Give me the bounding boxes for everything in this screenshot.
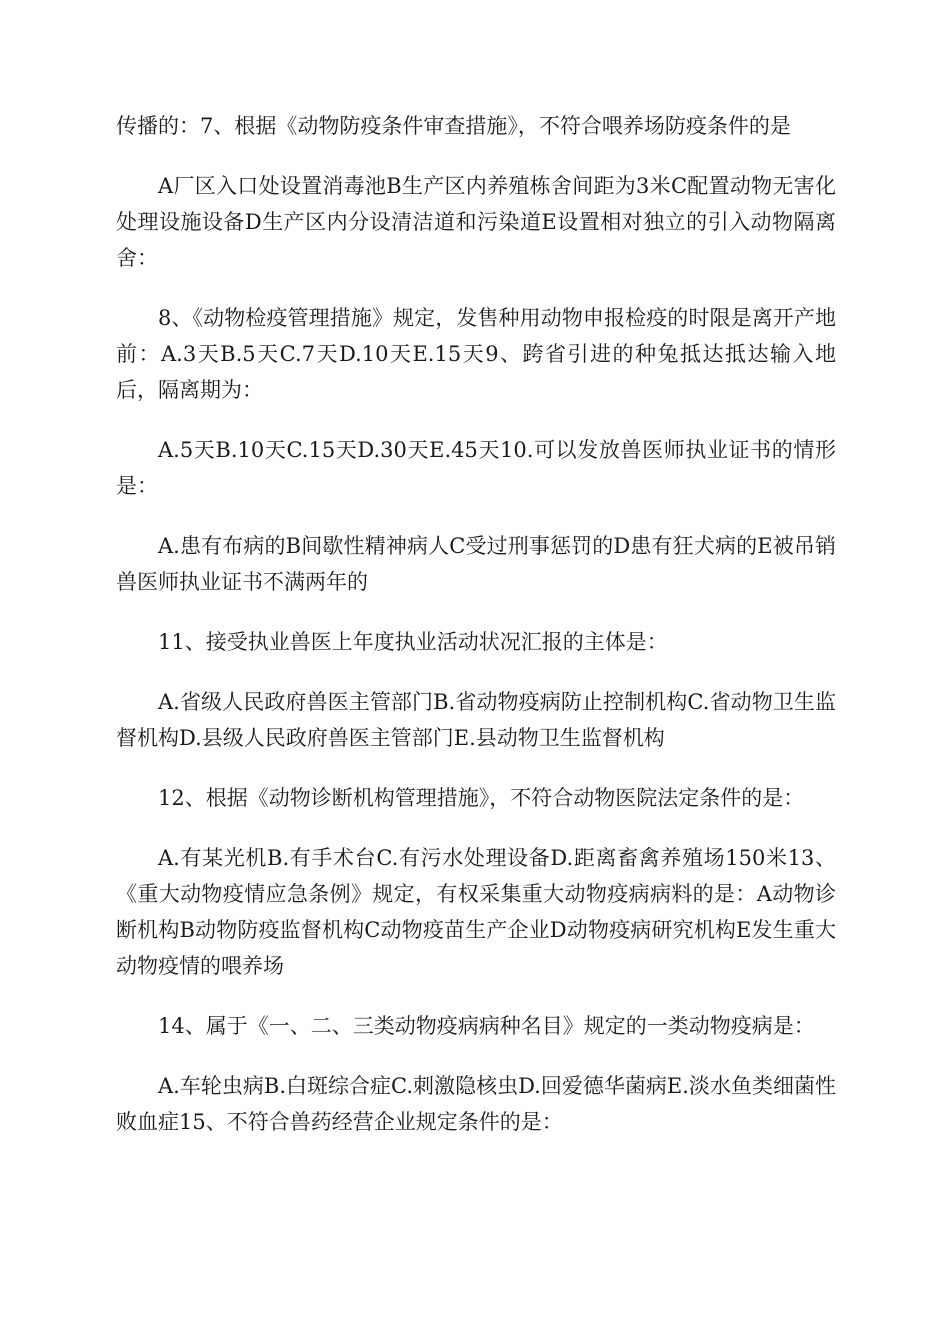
document-page	[116, 108, 836, 1164]
paragraph-q11: 11、接受执业兽医上年度执业活动状况汇报的主体是：	[158, 630, 668, 654]
paragraph-q14-options-q15: A.车轮虫病B.白斑综合症C.刺激隐核虫D.回爱德华菌病E.淡水鱼类细菌性败血症15、不符合兽药经营企业规定条件的是：	[116, 1074, 836, 1134]
paragraph-q9-options-q10: A.5天B.10天C.15天D.30天E.45天10.可以发放兽医师执业证书的情形是：	[116, 438, 836, 498]
paragraph-q8-q9: 8、《动物检疫管理措施》规定，发售种用动物申报检疫的时限是离开产地前：A.3天B.5天C.7天D.10天E.15天9、跨省引进的种兔抵达抵达输入地后，隔离期为：	[116, 306, 836, 402]
paragraph-q7-intro: 传播的：7、根据《动物防疫条件审查措施》，不符合喂养场防疫条件的是	[116, 114, 791, 138]
paragraph-q12-options-q13: A.有某光机B.有手术台C.有污水处理设备D.距离畜禽养殖场150米13、《重大动物疫情应急条例》规定，有权采集重大动物疫病病料的是：A动物诊断机构B动物防疫监督机构C动物疫苗生产企业D动物疫病研究机构E发生重大动物疫情的喂养场	[116, 846, 836, 978]
paragraph-q12: 12、根据《动物诊断机构管理措施》，不符合动物医院法定条件的是：	[158, 786, 805, 810]
paragraph-q10-options: A.患有布病的B间歇性精神病人C受过刑事惩罚的D患有狂犬病的E被吊销兽医师执业证书不满两年的	[116, 534, 836, 594]
paragraph-q7-options: A厂区入口处设置消毒池B生产区内养殖栋舍间距为3米C配置动物无害化处理设施设备D生产区内分设清洁道和污染道E设置相对独立的引入动物隔离舍：	[116, 174, 836, 270]
paragraph-q14: 14、属于《一、二、三类动物疫病病种名目》规定的一类动物疫病是：	[158, 1014, 815, 1038]
paragraph-q11-options: A.省级人民政府兽医主管部门B.省动物疫病防止控制机构C.省动物卫生监督机构D.县级人民政府兽医主管部门E.县动物卫生监督机构	[116, 690, 836, 750]
